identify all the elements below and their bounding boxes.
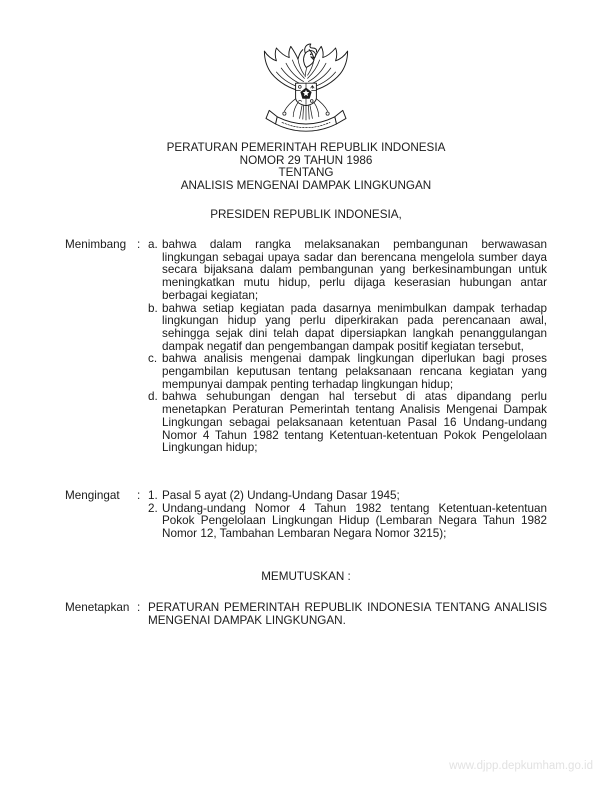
mengingat-label: Mengingat [65,489,120,502]
item-marker: 2. [148,501,158,515]
mengingat-colon: : [137,489,141,502]
mengingat-item-2 [148,503,547,541]
menimbang-item-c [148,353,547,391]
menetapkan-section [65,602,547,627]
menimbang-item-a [148,239,547,303]
document-title-block [0,142,612,193]
memutuskan-heading: MEMUTUSKAN : [261,570,351,583]
item-marker: b. [148,301,158,315]
garuda-pancasila-emblem [258,43,354,133]
menimbang-item-d [148,391,547,455]
title-line-number: NOMOR 29 TAHUN 1986 [239,153,373,167]
menimbang-section [65,239,547,455]
item-text: Pasal 5 ayat (2) Undang-Undang Dasar 1945; [162,489,400,502]
salutation-line: PRESIDEN REPUBLIK INDONESIA, [210,208,402,221]
item-marker: c. [148,352,158,366]
menimbang-body [148,239,547,455]
watermark-url: www.djpp.depkumham.go.id [449,760,593,772]
title-line-tentang: TENTANG [278,166,334,180]
mengingat-section [65,490,547,541]
menimbang-colon: : [137,238,141,251]
title-line-regulation: PERATURAN PEMERINTAH REPUBLIK INDONESIA [166,141,446,154]
menetapkan-text: PERATURAN PEMERINTAH REPUBLIK INDONESIA TENTANG ANALISIS MENGENAI DAMPAK LINGKUNGAN. [148,601,547,627]
item-text: bahwa setiap kegiatan pada dasarnya menimbulkan dampak terhadap lingkungan hidup yang perlu diperkirakan pada perencanaan awal, sehingga sejak dini telah dapat dipersiapkan langkah penanggulangan dampak negatif dan pengembangan dampak positif kegiatan tersebut, [162,301,547,353]
mengingat-item-1 [148,490,547,503]
menimbang-label: Menimbang [65,238,127,251]
item-text: bahwa dalam rangka melaksanakan pembangunan berwawasan lingkungan sebagai upaya sadar dan berencana mengelola sumber daya secara bijaksana dalam pembangunan yang berkesinambungan untuk meningkatkan mutu hidup, perlu dijaga keserasian hubungan antar berbagai kegiatan; [162,238,547,302]
menetapkan-colon: : [137,601,141,614]
menimbang-item-b [148,303,547,354]
item-marker: a. [148,238,158,251]
garuda-icon [258,43,354,133]
item-text: bahwa sehubungan dengan hal tersebut di atas dipandang perlu menetapkan Peraturan Pemerintah tentang Analisis Mengenai Dampak Lingkungan sebagai pelaksanaan ketentuan Pasal 16 Undang-undang Nomor 4 Tahun 1982 tentang Ketentuan-ketentuan Pokok Pengelolaan Lingkungan hidup; [162,390,547,455]
menetapkan-label: Menetapkan [65,601,130,614]
item-marker: 1. [148,489,158,502]
mengingat-body [148,490,547,541]
item-text: bahwa analisis mengenai dampak lingkungan diperlukan bagi proses pengambilan keputusan tentang pelaksanaan rencana kegiatan yang mempunyai dampak penting terhadap lingkungan hidup; [162,352,547,391]
item-text: Undang-undang Nomor 4 Tahun 1982 tentang Ketentuan-ketentuan Pokok Pengelolaan Lingkungan Hidup (Lembaran Negara Tahun 1982 Nomor 12, Tambahan Lembaran Negara Nomor 3215); [162,501,547,541]
item-marker: d. [148,390,158,404]
title-line-subject: ANALISIS MENGENAI DAMPAK LINGKUNGAN [180,179,432,193]
